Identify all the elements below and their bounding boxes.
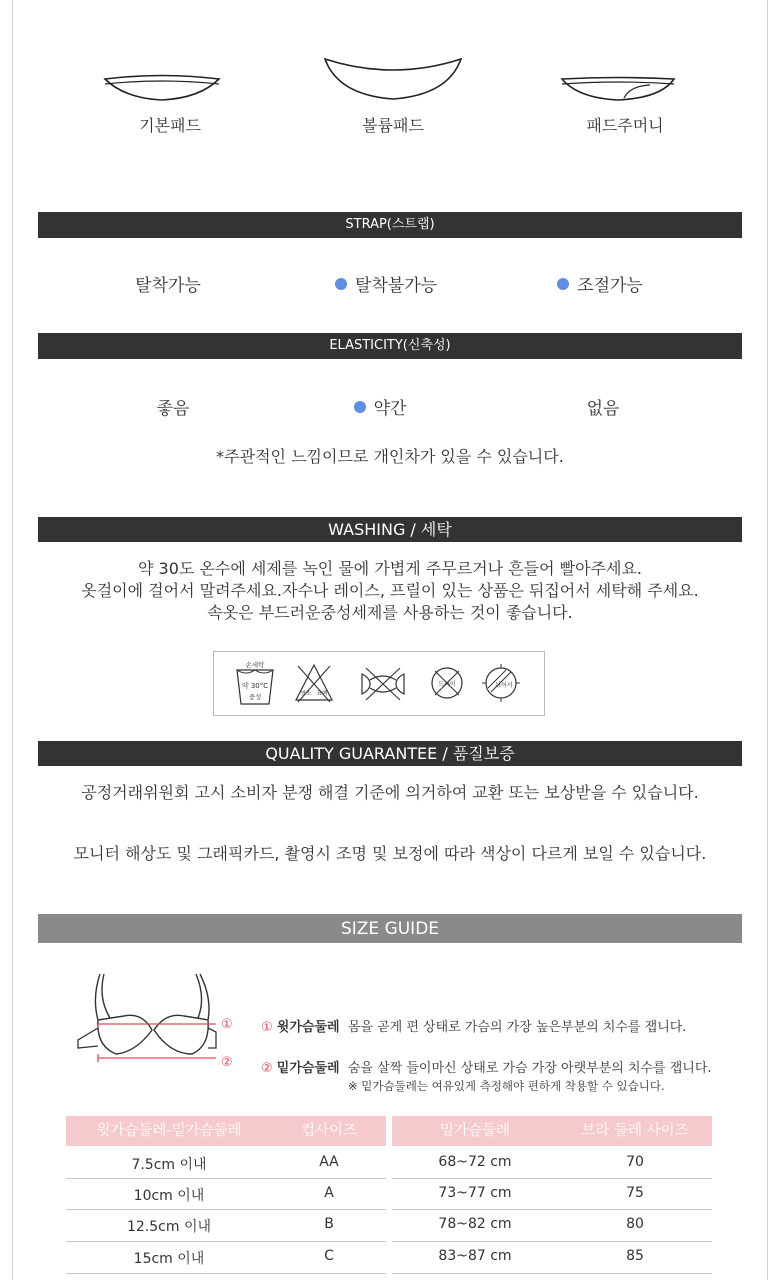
selected-dot-icon (557, 278, 569, 290)
no-wring-icon (362, 668, 404, 700)
table-row-divider (66, 1209, 386, 1210)
right-table-cell-band: 80 (626, 1216, 644, 1232)
table-row-divider (66, 1241, 386, 1242)
strap-header: STRAP(스트랩) (38, 212, 742, 238)
svg-text:표백: 표백 (316, 691, 328, 697)
strap-option-fixed: 탈착불가능 (286, 271, 486, 296)
care-icons-box (213, 651, 545, 716)
no-iron-icon (482, 664, 520, 702)
right-table-header-band: 브라 둘레 사이즈 (581, 1123, 689, 1139)
table-row-divider (66, 1178, 386, 1179)
svg-text:염소: 염소 (300, 691, 312, 697)
table-row-divider (392, 1273, 712, 1274)
right-table-header (392, 1116, 712, 1146)
bra-measurement-icon (74, 968, 222, 1073)
right-table-cell-under: 68~72 cm (438, 1154, 512, 1170)
washing-line-1: 약 30도 온수에 세제를 녹인 물에 가볍게 주무르거나 흔들어 빨아주세요. (138, 559, 642, 578)
pad-label-basic: 기본패드 (139, 116, 201, 135)
elasticity-option-good: 좋음 (156, 399, 190, 419)
washing-line-3: 속옷은 부드러운중성세제를 사용하는 것이 좋습니다. (207, 603, 573, 622)
table-row-divider (392, 1209, 712, 1210)
basic-pad-icon (100, 72, 224, 106)
under-bust-guide: ② 밑가슴둘레 숨을 살짝 들이마신 상태로 가슴 가장 아랫부분의 치수를 잽니다. (261, 1061, 712, 1076)
right-table-cell-band: 75 (626, 1185, 644, 1201)
left-table-cell-diff: 15cm 이내 (133, 1251, 205, 1267)
left-table-cell-cup: AA (319, 1154, 339, 1170)
quality-header: QUALITY GUARANTEE / 품질보증 (38, 741, 742, 766)
svg-text:드라이: 드라이 (438, 681, 456, 688)
volume-pad-icon (320, 55, 466, 107)
right-table-cell-under: 78~82 cm (438, 1216, 512, 1232)
left-table-cell-diff: 12.5cm 이내 (126, 1219, 211, 1235)
right-table-header-under: 밑가슴둘레 (439, 1123, 511, 1139)
right-border-line (767, 0, 768, 1280)
strap-option-adjustable: 조절가능 (500, 271, 700, 296)
svg-text:약 30°C: 약 30°C (241, 682, 269, 690)
left-table-cell-diff: 7.5cm 이내 (131, 1157, 207, 1173)
selected-dot-icon (335, 278, 347, 290)
strap-option-detachable: 탈착가능 (135, 276, 201, 296)
no-bleach-icon (296, 665, 332, 702)
elasticity-header: ELASTICITY(신축성) (38, 333, 742, 359)
left-border-line (12, 0, 13, 1280)
left-table-cell-cup: A (324, 1185, 334, 1201)
no-dry-clean-icon (432, 668, 462, 698)
right-table-cell-band: 70 (626, 1154, 644, 1170)
table-row-divider (66, 1273, 386, 1274)
elasticity-note: *주관적인 느낌이므로 개인차가 있을 수 있습니다. (216, 447, 564, 466)
washing-line-2: 옷걸이에 걸어서 말려주세요.자수나 레이스, 프릴이 있는 상품은 뒤집어서 세탁해 주세요. (81, 581, 699, 600)
under-bust-note: ※ 밑가슴둘레는 여유있게 측정해야 편하게 착용할 수 있습니다. (348, 1079, 665, 1093)
pad-label-volume: 볼륨패드 (362, 116, 424, 135)
washing-header: WASHING / 세탁 (38, 517, 742, 542)
left-table-header-diff: 윗가슴둘레-밑가슴둘레 (96, 1123, 242, 1139)
quality-line-2: 모니터 해상도 및 그래픽카드, 촬영시 조명 및 보정에 따라 색상이 다르게 보일 수 있습니다. (73, 844, 707, 863)
upper-bust-marker: ① (221, 1017, 233, 1032)
upper-bust-guide: ① 윗가슴둘레 몸을 곧게 편 상태로 가슴의 가장 높은부분의 치수를 잽니다. (261, 1020, 687, 1035)
left-table-header (66, 1116, 386, 1146)
svg-text:손세탁: 손세탁 (245, 661, 265, 669)
selected-dot-icon (354, 401, 366, 413)
right-table-cell-band: 85 (626, 1248, 644, 1264)
right-table-cell-under: 83~87 cm (438, 1248, 512, 1264)
svg-text:뉘어서: 뉘어서 (495, 682, 513, 689)
under-bust-marker: ② (221, 1055, 233, 1070)
svg-text:중성: 중성 (248, 693, 262, 701)
left-table-cell-cup: C (324, 1248, 334, 1264)
table-row-divider (392, 1178, 712, 1179)
left-table-header-cup: 컵사이즈 (300, 1123, 358, 1139)
pad-pocket-icon (556, 74, 680, 106)
pad-label-pocket: 패드주머니 (586, 116, 664, 135)
size-guide-header: SIZE GUIDE (38, 914, 742, 943)
right-table-cell-under: 73~77 cm (438, 1185, 512, 1201)
elasticity-option-slight: 약간 (280, 394, 480, 419)
hand-wash-icon (237, 660, 273, 704)
elasticity-option-none: 없음 (586, 399, 620, 419)
left-table-cell-cup: B (324, 1216, 334, 1232)
quality-line-1: 공정거래위원회 고시 소비자 분쟁 해결 기준에 의거하여 교환 또는 보상받을 수 있습니다. (81, 783, 699, 802)
table-row-divider (392, 1241, 712, 1242)
left-table-cell-diff: 10cm 이내 (133, 1188, 205, 1204)
